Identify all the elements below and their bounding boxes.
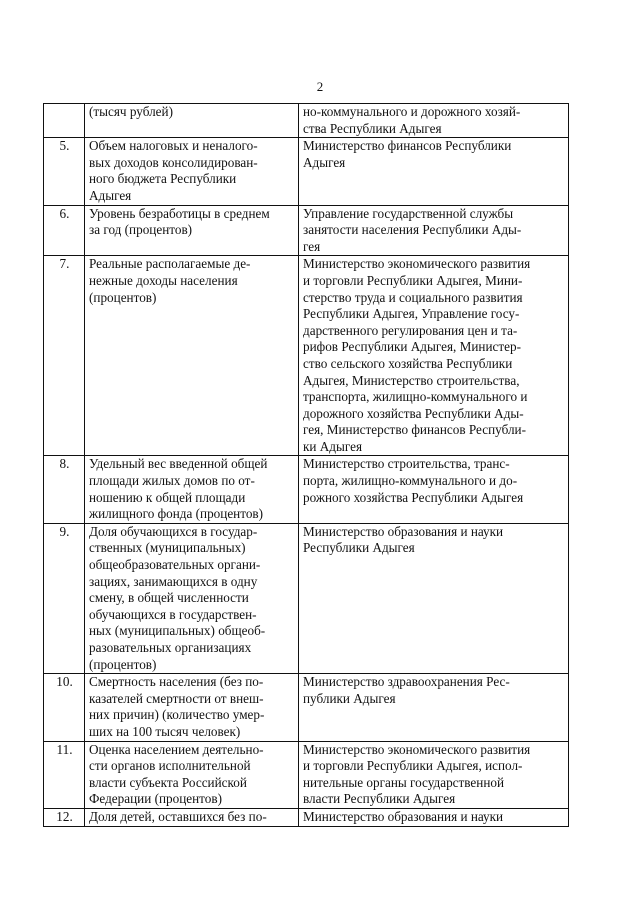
indicator-text: Доля обучающихся в государ- ственных (муниципальных) общеобразовательных органи- зациях, занимающихся в одну смену, в общей численности обучающихся в государствен- ных (муниципальных) общеоб- разовательных организациях (процентов)	[89, 523, 266, 672]
indicator-text: Оценка населением деятельно- сти органов исполнительной власти субъекта Российской Федерации (процентов)	[89, 741, 264, 807]
indicator-cell	[85, 138, 299, 205]
indicator-cell	[85, 104, 299, 138]
responsible-organ-cell	[299, 138, 569, 205]
table-row	[44, 741, 569, 808]
indicator-text: Реальные располагаемые де- нежные доходы населения (процентов)	[89, 256, 251, 305]
indicator-cell	[85, 205, 299, 256]
table-row	[44, 256, 569, 456]
organ-text: но-коммунального и дорожного хозяй- ства Республики Адыгея	[303, 104, 521, 136]
responsible-organ-cell	[299, 741, 569, 808]
indicator-text: Доля детей, оставшихся без по-	[89, 808, 267, 824]
indicator-cell	[85, 456, 299, 523]
row-number: 6.	[44, 205, 85, 256]
indicators-table	[43, 103, 569, 827]
responsible-organ-cell	[299, 674, 569, 741]
page-number: 2	[316, 79, 324, 94]
responsible-organ-cell	[299, 256, 569, 456]
indicator-cell	[85, 741, 299, 808]
table-row	[44, 456, 569, 523]
responsible-organ-cell	[299, 104, 569, 138]
table-row	[44, 808, 569, 826]
table-row	[44, 205, 569, 256]
responsible-organ-cell	[299, 523, 569, 673]
table-row	[44, 523, 569, 673]
organ-text: Министерство экономического развития и торговли Республики Адыгея, испол- нительные органы государственной власти Республики Адыгея	[303, 741, 531, 807]
responsible-organ-cell	[299, 456, 569, 523]
organ-text: Министерство строительства, транс- порта, жилищно-коммунального и до- рожного хозяйства Республики Адыгея	[303, 456, 524, 505]
organ-text: Министерство образования и науки Республики Адыгея	[303, 523, 504, 556]
row-number: 9.	[44, 523, 85, 673]
row-number: 11.	[44, 741, 85, 808]
organ-text: Министерство здравоохранения Рес- публики Адыгея	[303, 674, 510, 706]
row-number: 10.	[44, 674, 85, 741]
row-number: 7.	[44, 256, 85, 456]
table-row	[44, 674, 569, 741]
row-number: 5.	[44, 138, 85, 205]
row-number: 8.	[44, 456, 85, 523]
indicator-text: Смертность населения (без по- казателей смертности от внеш- них причин) (количество умер- ших на 100 тысяч человек)	[89, 674, 265, 739]
organ-text: Министерство экономического развития и торговли Республики Адыгея, Мини- стерство труда и социального развития Республики Адыгея, Управление госу- дарственного регулирования цен и та- рифов Республики Адыгея, Министер- ство сельского хозяйства Республики Адыгея, Министерство строительства, транспорта, жилищно-коммунального и дорожного хозяйства Республики Ады- гея, Министерство финансов Республи- ки Адыгея	[303, 256, 531, 454]
table-row	[44, 138, 569, 205]
row-number: 12.	[44, 808, 85, 826]
row-number	[44, 104, 85, 138]
indicator-cell	[85, 808, 299, 826]
indicator-cell	[85, 256, 299, 456]
indicator-text: Удельный вес введенной общей площади жилых домов по от- ношению к общей площади жилищного фонда (процентов)	[89, 456, 268, 522]
indicator-cell	[85, 674, 299, 741]
indicator-text: Уровень безработицы в среднем за год (процентов)	[89, 205, 270, 238]
indicator-text: (тысяч рублей)	[89, 104, 173, 119]
responsible-organ-cell	[299, 205, 569, 256]
indicator-cell	[85, 523, 299, 673]
organ-text: Управление государственной службы занятости населения Республики Ады- гея	[303, 205, 522, 254]
organ-text: Министерство финансов Республики Адыгея	[303, 138, 512, 170]
indicator-text: Объем налоговых и неналого- вых доходов консолидирован- ного бюджета Республики Адыгея	[89, 138, 258, 203]
organ-text: Министерство образования и науки	[303, 808, 504, 824]
responsible-organ-cell	[299, 808, 569, 826]
table-row	[44, 104, 569, 138]
